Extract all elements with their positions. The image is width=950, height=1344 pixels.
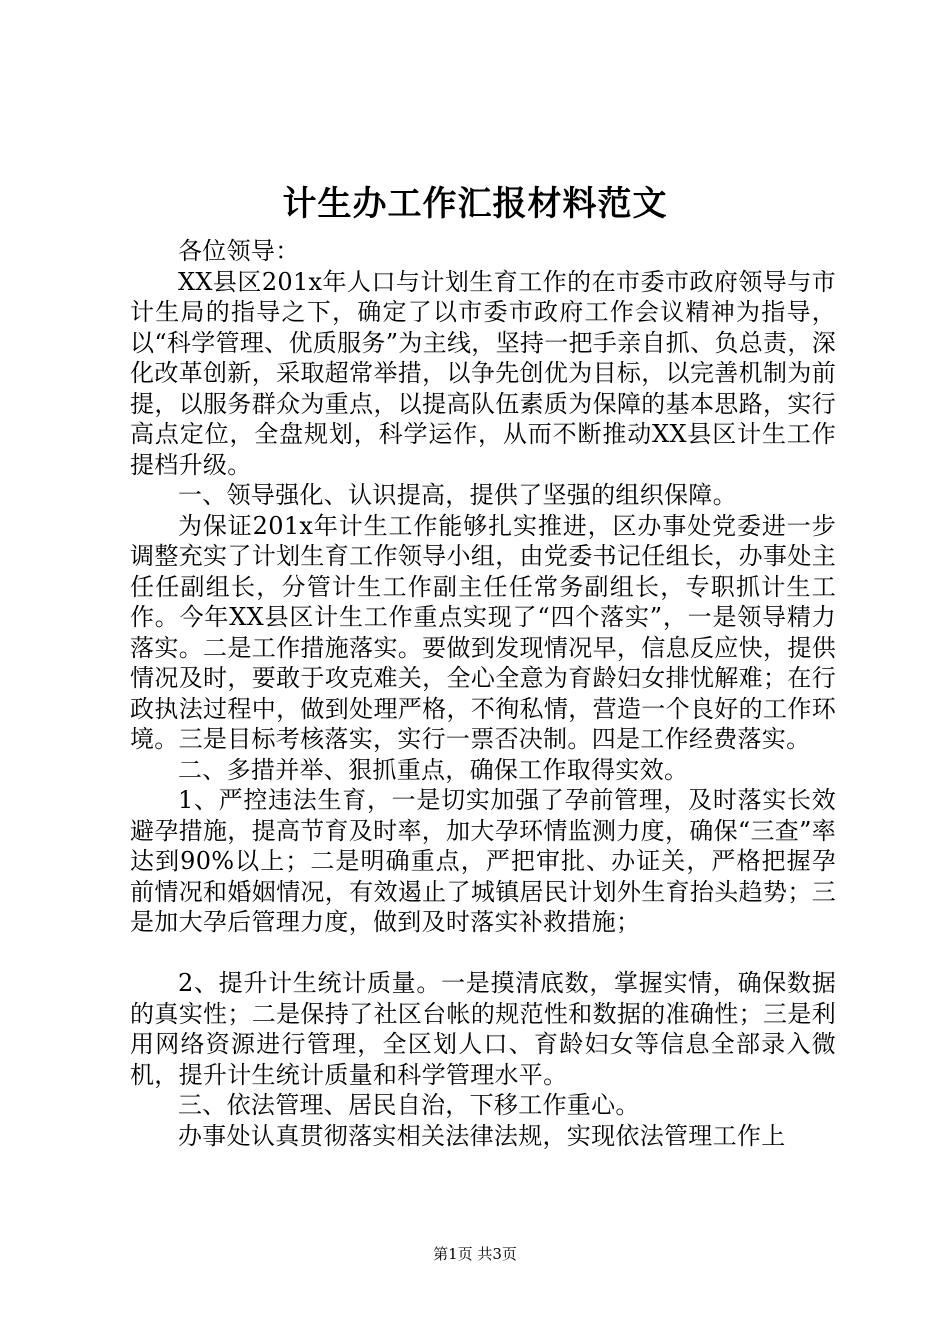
section-heading-2: 二、多措并举、狠抓重点，确保工作取得实效。 — [178, 755, 689, 784]
paragraph-item-2: 2、提升计生统计质量。一是摸清底数，掌握实情，确保数据的真实性；二是保持了社区台帐的规范性和数据的准确性；三是利用网络资源进行管理，全区划人口、育龄妇女等信息全部录入微机，提升计生统计质量和科学管理水平。 — [130, 969, 836, 1089]
document-title: 计生办工作汇报材料范文 — [282, 184, 668, 224]
section-heading-3: 三、依法管理、居民自治，下移工作重心。 — [178, 1091, 640, 1119]
paragraph-section-3: 办事处认真贯彻落实相关法律法规，实现依法管理工作上 — [178, 1121, 786, 1150]
document-body — [130, 236, 836, 1151]
paragraph-intro: XX县区201x年人口与计划生育工作的在市委市政府领导与市计生局的指导之下，确定了以市委市政府工作会议精神为指导，以“科学管理、优质服务”为主线，坚持一把手亲自抓、负总责，深化改革创新，采取超常举措，以争先创优为目标，以完善机制为前提，以服务群众为重点，以提高队伍素质为保障的基本思路，实行高点定位，全盘规划，科学运作，从而不断推动XX县区计生工作提档升级。 — [130, 267, 836, 479]
page-footer: 第1页 共3页 — [433, 1245, 517, 1263]
blank-line — [130, 938, 836, 969]
salutation: 各位领导： — [178, 237, 300, 265]
paragraph-section-1: 为保证201x年计生工作能够扎实推进，区办事处党委进一步调整充实了计划生育工作领导小组，由党委书记任组长，办事处主任任副组长，分管计生工作副主任任常务副组长，专职抓计生工作。今年XX县区计生工作重点实现了“四个落实”，一是领导精力落实。二是工作措施落实。要做到发现情况早，信息反应快，提供情况及时，要敢于攻克难关，全心全意为育龄妇女排忧解难；在行政执法过程中，做到处理严格，不徇私情，营造一个良好的工作环境。三是目标考核落实，实行一票否决制。四是工作经费落实。 — [130, 511, 836, 753]
section-heading-1: 一、领导强化、认识提高，提供了坚强的组织保障。 — [178, 481, 737, 509]
paragraph-item-1: 1、严控违法生育，一是切实加强了孕前管理，及时落实长效避孕措施，提高节育及时率，加大孕环情监测力度，确保“三查”率达到90%以上；二是明确重点，严把审批、办证关，严格把握孕前情况和婚姻情况，有效遏止了城镇居民计划外生育抬头趋势；三是加大孕后管理力度，做到及时落实补救措施； — [130, 786, 836, 936]
